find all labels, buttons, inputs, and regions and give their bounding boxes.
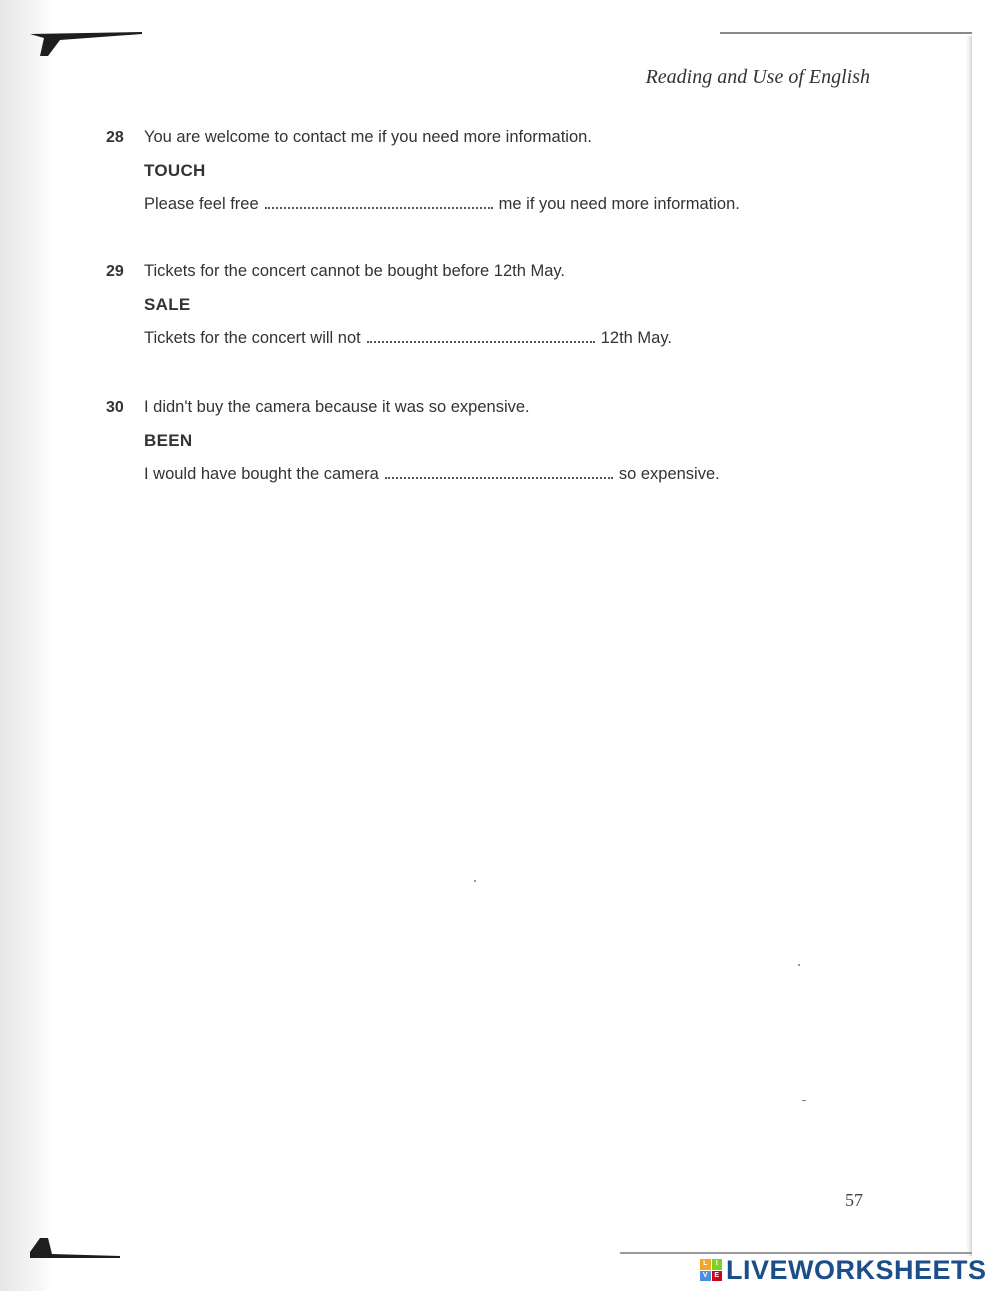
liveworksheets-logo-icon <box>700 1259 722 1281</box>
question-item <box>106 128 866 214</box>
scan-speck <box>802 1100 806 1101</box>
answer-sentence <box>144 465 866 484</box>
binding-shadow <box>0 0 52 1291</box>
question-number: 29 <box>106 263 124 280</box>
brand-name: LIVEWORKSHEETS <box>726 1254 987 1285</box>
page-number: 57 <box>845 1190 863 1210</box>
question-item <box>106 262 866 348</box>
answer-after: me if you need more information. <box>498 195 740 213</box>
answer-before: Tickets for the concert will not <box>144 329 361 347</box>
question-number: 30 <box>106 399 124 416</box>
liveworksheets-brand[interactable] <box>700 1254 987 1285</box>
question-prompt: I didn't buy the camera because it was so expensive. <box>144 398 530 416</box>
logo-letter: V <box>700 1271 711 1282</box>
logo-letter: E <box>712 1271 723 1282</box>
scan-speck <box>798 964 800 966</box>
answer-before: I would have bought the camera <box>144 465 379 483</box>
running-head: Reading and Use of English <box>645 66 870 88</box>
answer-sentence <box>144 195 866 214</box>
answer-before: Please feel free <box>144 195 259 213</box>
key-word: SALE <box>144 295 191 314</box>
answer-gap[interactable] <box>265 203 493 209</box>
answer-gap[interactable] <box>367 337 595 343</box>
binding-bottom-mark <box>30 1232 120 1262</box>
logo-letter: L <box>700 1259 711 1270</box>
question-prompt: Tickets for the concert cannot be bought before 12th May. <box>144 262 565 280</box>
answer-sentence <box>144 329 866 348</box>
question-number: 28 <box>106 129 124 146</box>
logo-letter: I <box>712 1259 723 1270</box>
question-item <box>106 398 866 484</box>
question-prompt: You are welcome to contact me if you need more information. <box>144 128 592 146</box>
answer-after: so expensive. <box>618 465 720 483</box>
answer-gap[interactable] <box>385 473 613 479</box>
binding-top-mark <box>30 30 142 56</box>
page-edge <box>966 36 972 1256</box>
answer-after: 12th May. <box>600 329 672 347</box>
scan-speck <box>474 880 476 882</box>
top-rule <box>720 32 972 34</box>
key-word: BEEN <box>144 431 193 450</box>
key-word: TOUCH <box>144 161 206 180</box>
